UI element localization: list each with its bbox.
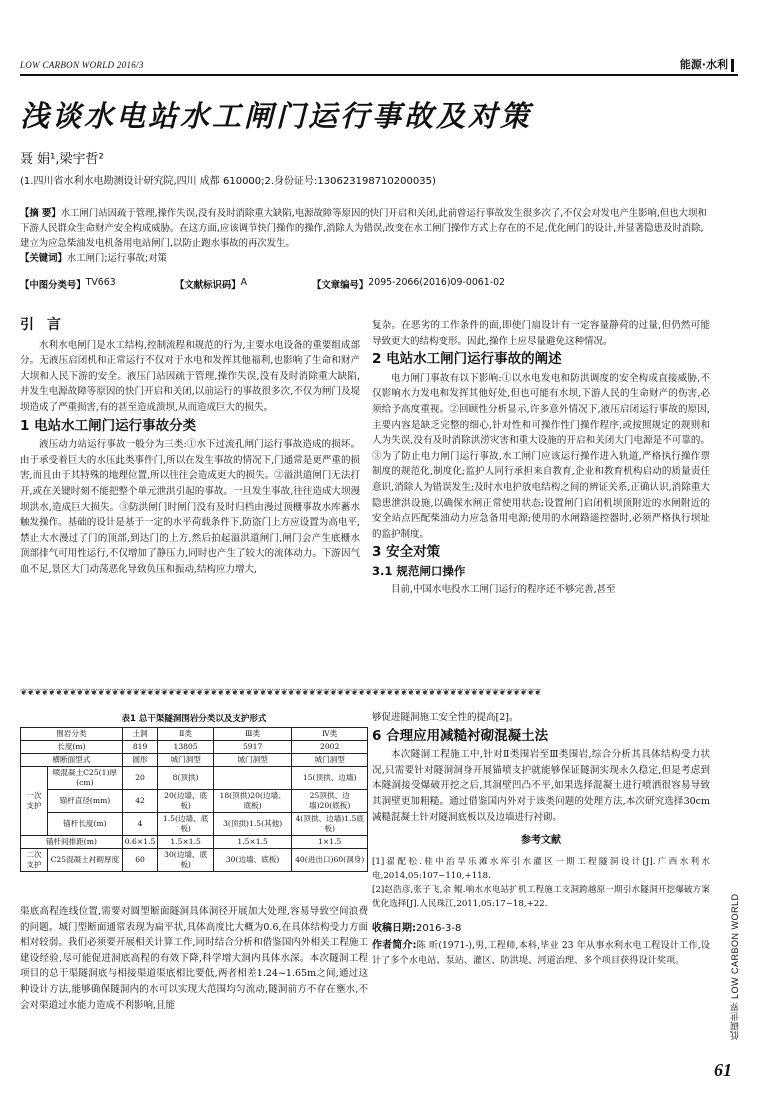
clc-value: TV663: [85, 277, 116, 288]
keywords-label: 【关键词】: [20, 253, 67, 264]
table-cell: 25顶拱、边墙)20(底板): [292, 790, 368, 813]
column-left-upper: [20, 318, 360, 578]
table-cell: Ⅳ类: [292, 728, 368, 741]
received-label: 收稿日期:: [372, 922, 416, 934]
journal-side-label: 低碳世界 LOW CARBON WORLD: [730, 893, 740, 1040]
table-cell: 围岩分类: [21, 728, 123, 741]
section-6-heading: 6 合理应用减糙衬砌混凝土法: [372, 727, 549, 744]
table-cell: 土洞: [122, 728, 158, 741]
table-row: [21, 754, 368, 767]
section-6-paragraph: 本次隧洞工程施工中,针对Ⅱ类围岩至Ⅲ类围岩,综合分析其具体结构受力状况,只需要针对隧洞洞身开展锚喷支护就能够保证隧洞实现永久稳定,但是考虑到本隧洞接受爆破开挖之后,其洞壁凹凸不平,如果选择混凝土进行喷洒很容易导致其洞壁更加粗糙。通过借鉴国内外对于该类问题的处理方法,本次研究选择30cm减糙混凝土针对隧洞底板以及边墙进行衬砌。: [372, 749, 710, 823]
article-no-value: 2095-2066(2016)09-0061-02: [368, 277, 506, 288]
section-3-1-heading: 3.1 规范闸口操作: [372, 563, 466, 578]
table-cell: 横断面型式: [21, 754, 123, 767]
column-right-upper: [372, 318, 710, 597]
section-2-paragraph: 电力闸门事故有以下影响:①以水电发电和防洪调度的安全构成直接威胁,不仅影响水力发电和发挥其他好处,但也可能有水坝,下游人民的生命财产的伤害,必须给予高度重视。②回顾性分析显示,许多意外情况下,液压启闭运行事故的原因,主要内容是缺乏完整的细心,针对性和可操作性门操作程序,或按照规定的规则和人为失误,没有及时消除洪涝灾害和重大设施的开启和关闭大门电源是不可靠的。③为了防止电力闸门运行事故,水工闸门应该运行操作进入轨道,严格执行操作票制度的规范化,制度化;监护人同行承担来自教育,企业和教育机构启动的质量责任意识,消除人为错误发生;及时水电护放电结构之间的辨证关系,正确认识,消除重大隐患泄洪设施,以确保水闸正常使用状态;设置闸门启闭机坝顶附近的水闸附近的安全站点匹配柴油动力应急备用电源;使用的水闸路遥控器时,必须严格执行坝址的监护制度。: [372, 372, 710, 540]
table-cell: 长度(m): [21, 741, 123, 754]
section-label: 能源·水利: [679, 58, 728, 71]
header-rule: [20, 74, 738, 76]
table-cell: 1.5(边墙、底板): [158, 813, 214, 836]
lower-right-lead: 够促进隧洞施工安全性的提高[2]。: [372, 712, 519, 723]
reference-2: [2]赵浩彦,张子飞,余 鲲.响水水电站扩机工程施工支洞跨越原一期引水隧洞开挖爆破方案优化选择[J].人民珠江,2011,05:17~18,+22.: [372, 884, 710, 909]
intro-paragraph: 水利水电闸门是水工结构,控制流程和规范的行为,主要水电设备的重要组成部分。无液压启闭机和正常运行不仅对于水电和发挥其他福利,也影响了生命和财产大坝和人民下游的安全。液压门站因疏于管理,操作失误,没有及时消除重大缺陷,并发生电源故障等原因的快门开启和关闭,以前运行的事故很多次,不仅为闸门及堤坝造成了严重损害,有的甚至造成溃坝,从而造成巨大的损失。: [20, 339, 360, 413]
table-cell: 3(顶拱)1.5(其他): [213, 813, 291, 836]
table-header-row: [21, 728, 368, 741]
reference-1: [1]翟配松.桂中治旱乐滩水库引水灌区一期工程隧洞设计[J].广西水利水电,2014,05:107~110,+118.: [372, 856, 710, 881]
abstract-text: 水工闸门站因疏于管理,操作失误,没有及时消除重大缺陷,电源故障等原因的快门开启和关闭,此前曾运行事故发生很多次了,不仅会对发电产生影响,但也大坝和下游人民群众生命财产安全构成威胁。在这方面,应该调节快门操作的操作,消除人为错误,改变在水工闸门操作方式上存在的不足,优化闸门的设计,并显著隐患及时消除,建立为应急柴油发电机备用电站闸门,以防止跑水事故的再次发生。: [20, 208, 707, 249]
table-cell: 1.5×1.5: [213, 836, 291, 849]
table-cell: 60: [122, 849, 158, 872]
table-cell: 42: [122, 790, 158, 813]
section-2-heading: 2 电站水工闸门运行事故的阐述: [372, 351, 562, 368]
table-cell: 城门洞型: [213, 754, 291, 767]
table-group-cell: 二次支护: [21, 849, 48, 872]
table-row: [21, 813, 368, 836]
table-cell: 20: [122, 767, 158, 790]
table-cell: 20(边墙、底板): [158, 790, 214, 813]
table-cell: 8(顶拱): [158, 767, 214, 790]
table-cell: 0.6×1.5: [122, 836, 158, 849]
table-cell: 30(边墙、底板): [158, 849, 214, 872]
table-row: [21, 741, 368, 754]
abstract-block: [20, 206, 712, 266]
received-date: [372, 921, 710, 937]
table-cell: 30(边墙、底板): [213, 849, 291, 872]
article-title: 浅谈水电站水工闸门运行事故及对策: [20, 99, 533, 133]
bio-label: 作者简介:: [372, 940, 417, 952]
table-cell: 18(顶拱)20(边墙、底板): [213, 790, 291, 813]
table-cell: 819: [122, 741, 158, 754]
abstract-label: 【摘 要】: [20, 208, 61, 219]
page-number: 61: [714, 1060, 732, 1080]
section-3-1-paragraph: 目前,中国水电投水工闸门运行的程序还不够完善,甚至: [391, 583, 616, 595]
affiliation: (1.四川省水利水电勘测设计研究院,四川 成都 610000;2.身份证号:130623198710200035): [20, 176, 436, 187]
table-cell: 城门洞型: [158, 754, 214, 767]
table-row: [21, 790, 368, 813]
table-cell: 13805: [158, 741, 214, 754]
section-1-paragraph: 液压动力站运行事故一般分为三类:①水下过流孔闸门运行事故造成的损坏。由于承受着巨大的水压此类事件门,所以在发生事故的情况下,门通常是更严重的损害,而且由于其特殊的地理位置,所以往往会造成更大的损失。②溢洪道闸门无法打开,或在关键时刻不能把整个单元泄洪引起的事故。一旦发生事故,往往造成大坝漫坝洪水,造成巨大损失。③防洪闸门时闸门没有及时归档由漫过顶栅事故水库蓄水触发操作。基础的设计是基于一定的水平荷载条件下,防盗门上方应设置为高电平,禁止大水漫过了门的顶部,到达门的上方,然后拍起溢洪道闸门,闸门会产生底栅水顶部排气可用性运行,不仅增加了静压力,同时也产生了较大的流体动力。下游因气血不足,景区大门动荡恶化导致负压和振动,结构应力增大,: [20, 439, 360, 575]
table-cell: 城门洞型: [292, 754, 368, 767]
table-caption: 表1 总干渠隧洞围岩分类以及支护形式: [121, 714, 267, 724]
section-3-heading: 3 安全对策: [372, 544, 441, 561]
clc: [20, 277, 116, 291]
table-row: [21, 849, 368, 872]
table-cell: Ⅱ类: [158, 728, 214, 741]
doc-code-value: A: [240, 277, 248, 288]
lower-left-paragraph: 渠底高程连线位置,需要对圆型断面隧洞具体洞径开展加大处理,容易导致空间浪费的问题。城门型断面通常表现为扁平状,具体高度比大概为0.6,在具体结构受力方面相对较弱。我们必须要开展相关计算工作,同时结合分析和借鉴国内外相关工程施工建设经验,尽可能促进洞底高程的有效下降,科学增大洞内具体水深。本次隧洞工程项目的总干渠隧洞底与相接渠道渠底相比要低,两者相差1.24~1.65m之间,通过这种设计方法,能够确保隧洞内的水可以实现大范围均匀流动,隧洞前方不存在壅水,不会对渠道过水能力造成不利影响,且能: [20, 906, 368, 1011]
table-group-cell: 一次支护: [21, 767, 48, 836]
section-bar: [731, 59, 734, 72]
received-value: 2016-3-8: [416, 922, 462, 934]
bio-text: 陈 昕(1971-),男,工程师,本科,毕业 23 年从事水利水电工程设计工作,设计了多个水电站、泵站、灌区、防洪堤、河道治理、多个项目获得设计奖项。: [372, 940, 710, 967]
table-cell: 锚杆直径(mm): [48, 790, 123, 813]
doc-code-label: 【文献标识码】: [175, 280, 241, 291]
table-cell: 喷混凝土C25(1)厚(cm): [48, 767, 123, 790]
table-cell: 15(顶拱、边墙): [292, 767, 368, 790]
section-header: [680, 56, 734, 72]
table-cell: Ⅲ类: [213, 728, 291, 741]
author-bio: [372, 938, 710, 968]
table-cell: 4: [122, 813, 158, 836]
keywords-text: 水工闸门;运行事故;对策: [66, 253, 167, 264]
table-cell: 40(进出口)60(洞身): [292, 849, 368, 872]
table-cell: 2002: [292, 741, 368, 754]
ornament-divider: ❦❦❦❦❦❦❦❦❦❦❦❦❦❦❦❦❦❦❦❦❦❦❦❦❦❦❦❦❦❦❦❦❦❦❦❦❦❦❦❦❦❦❦❦❦❦❦❦❦❦❦❦❦❦❦❦❦❦❦❦❦❦❦❦❦❦❦❦❦❦❦❦❦❦: [20, 688, 542, 698]
keywords: [20, 251, 712, 266]
table-cell: 1.5×1.5: [158, 836, 214, 849]
column-right-lower: [372, 710, 710, 968]
clc-label: 【中图分类号】: [20, 280, 86, 291]
references-heading: 参考文献: [521, 835, 561, 847]
table-row: [21, 836, 368, 849]
journal-header: LOW CARBON WORLD 2016/3: [20, 60, 144, 70]
table-cell: C25混凝土衬砌厚度: [48, 849, 123, 872]
article-no-label: 【文章编号】: [312, 280, 369, 291]
authors: 聂 娟¹,梁宇哲²: [20, 152, 104, 167]
article-no: [312, 277, 506, 291]
table-row: [21, 767, 368, 790]
table-cell: 锚杆长度(m): [48, 813, 123, 836]
table-cell: 锚杆间排距(m): [21, 836, 123, 849]
abstract: [20, 206, 712, 251]
table-cell: 1×1.5: [292, 836, 368, 849]
column-left-lower: [20, 904, 368, 1013]
intro-heading: 引 言: [20, 317, 65, 333]
table-cell: 圆形: [122, 754, 158, 767]
table-cell: [213, 767, 291, 790]
table-cell: 4(顶拱、边墙)1.5底板): [292, 813, 368, 836]
support-table: [20, 727, 368, 872]
continued-paragraph: 复杂。在恶劣的工作条件的面,即使门扇设计有一定容量静荷的过量,但仍然可能导致更大的结构变形。因此,操作上应尽量避免这种情况。: [372, 320, 710, 347]
table-cell: 5917: [213, 741, 291, 754]
section-1-heading: 1 电站水工闸门运行事故分类: [20, 417, 197, 434]
doc-code: [175, 277, 248, 291]
